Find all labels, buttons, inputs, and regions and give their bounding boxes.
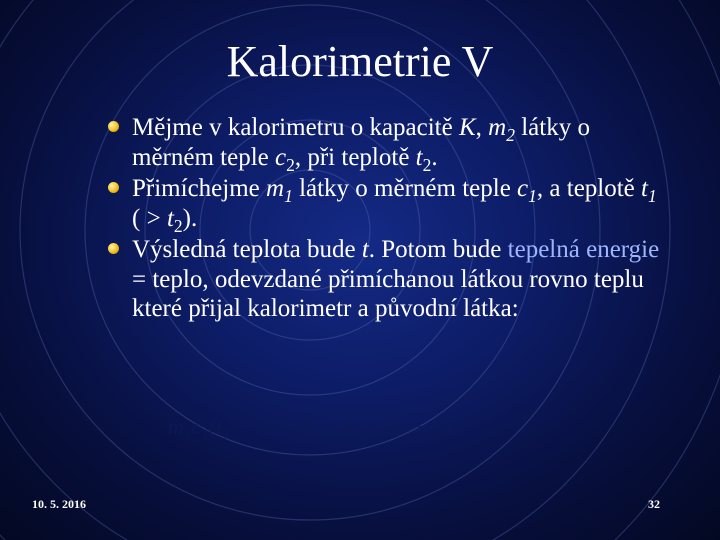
bullet-text: Mějme v kalorimetru o kapacitě K, $m_2$ látky o měrném teple $c_2$, při teplotě $t_2$. <box>132 114 590 175</box>
bullet-text: Výsledná teplota bude t. Potom bude tepelná energie = teplo, odevzdané přimíchanou látkou rovno teplu které přijal kalorimetr a původní látka: <box>132 236 660 322</box>
bullet-icon <box>108 121 119 132</box>
bullet-text: Přimíchejme $m_1$ látky o měrném teple $c_1$, a teplotě $t_1$ ( > $t_2$). <box>132 175 657 236</box>
bullet-item <box>108 235 668 324</box>
slide-title: Kalorimetrie V <box>226 37 494 86</box>
bullet-list <box>108 113 668 326</box>
bullet-item <box>108 174 668 236</box>
bullet-item <box>108 113 668 175</box>
bullet-icon <box>108 182 119 193</box>
footer-date: 10. 5. 2016 <box>32 497 86 511</box>
bullet-icon <box>108 243 119 254</box>
slide-number: 32 <box>648 497 660 511</box>
calorimetry-equation: m₁c₁(t₁ − t) = (K + m₂c₂)(t − t₂) <box>168 414 452 439</box>
